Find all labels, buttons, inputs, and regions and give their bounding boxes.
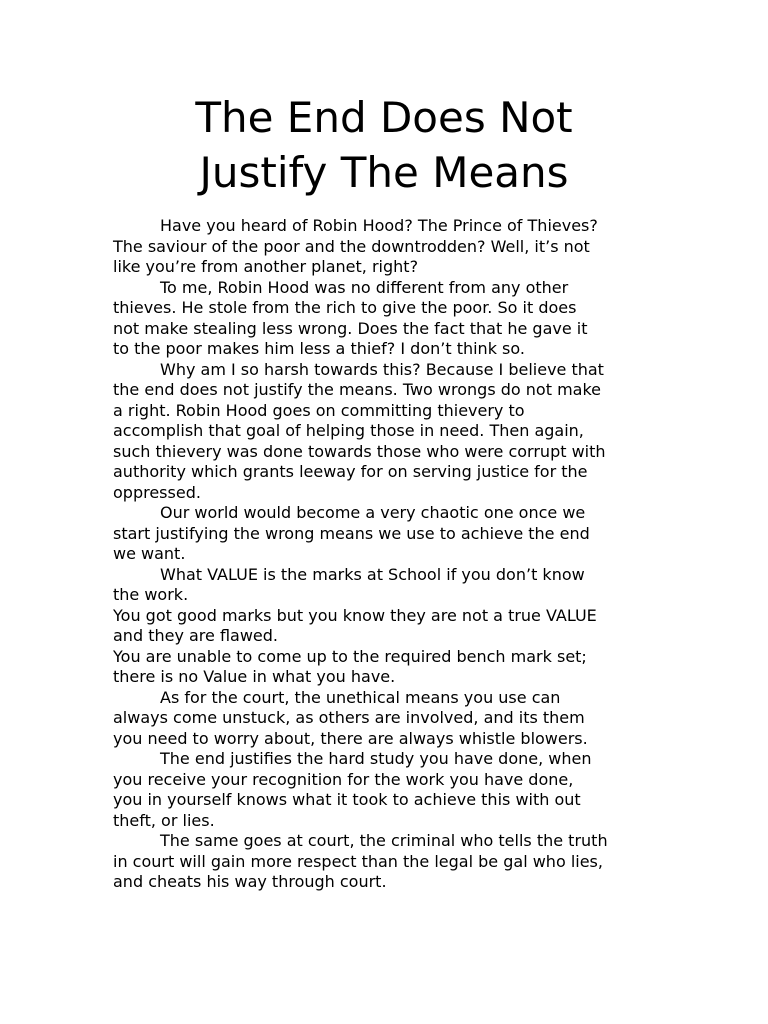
paragraph-line: Why am I so harsh towards this? Because I believe that (160, 359, 604, 379)
paragraph-line: Have you heard of Robin Hood? The Prince of Thieves? (160, 216, 598, 235)
paragraph (113, 565, 673, 606)
paragraph-line: the end does not justify the means. Two wrongs do not make (113, 380, 601, 399)
paragraph-line: You are unable to come up to the required bench mark set; (113, 646, 587, 666)
paragraph-line: The same goes at court, the criminal who tells the truth (160, 831, 608, 850)
paragraph (113, 278, 673, 360)
paragraph-line: oppressed. (113, 482, 201, 502)
paragraph-line: always come unstuck, as others are involved, and its them (113, 708, 585, 727)
paragraph-line: The end justifies the hard study you have done, when (160, 749, 592, 768)
paragraph (113, 216, 673, 278)
document-title-line: The End Does Not (195, 93, 573, 142)
paragraph-line: The saviour of the poor and the downtrodden? Well, it’s not (113, 236, 590, 256)
paragraph-line: As for the court, the unethical means you use can (160, 687, 561, 707)
paragraph (113, 606, 673, 647)
paragraph-line: the work. (113, 585, 189, 604)
paragraph-line: To me, Robin Hood was no different from any other (160, 277, 569, 297)
paragraph (113, 688, 673, 750)
paragraph-line: to the poor makes him less a thief? I don’t think so. (113, 339, 525, 358)
paragraph (113, 503, 673, 565)
paragraph-line: you in yourself knows what it took to achieve this with out (113, 790, 581, 809)
paragraph-line: a right. Robin Hood goes on committing thievery to (113, 400, 525, 420)
paragraph (113, 647, 673, 688)
paragraph-line: accomplish that goal of helping those in need. Then again, (113, 421, 584, 440)
paragraph (113, 360, 673, 504)
paragraph-line: authority which grants leeway for on serving justice for the (113, 462, 588, 481)
paragraph-line: Our world would become a very chaotic one once we (160, 503, 586, 522)
paragraph-line: you receive your recognition for the work you have done, (113, 769, 574, 789)
paragraph-line: in court will gain more respect than the legal be gal who lies, (113, 851, 603, 871)
paragraph-line: such thievery was done towards those who were corrupt with (113, 441, 606, 461)
paragraph-line: not make stealing less wrong. Does the fact that he gave it (113, 318, 588, 338)
paragraph-line: there is no Value in what you have. (113, 667, 396, 686)
paragraph-line: you need to worry about, there are always whistle blowers. (113, 728, 588, 748)
paragraph-line: and they are flawed. (113, 626, 279, 645)
paragraph-line: theft, or lies. (113, 810, 215, 830)
paragraph (113, 831, 673, 893)
paragraph-line: like you’re from another planet, right? (113, 257, 419, 276)
paragraph-line: You got good marks but you know they are not a true VALUE (113, 605, 597, 625)
paragraph-line: What VALUE is the marks at School if you don’t know (160, 564, 585, 584)
document-title-line: Justify The Means (199, 148, 569, 197)
paragraph-line: and cheats his way through court. (113, 872, 387, 891)
paragraph-line: we want. (113, 544, 186, 563)
document-body (113, 216, 673, 893)
paragraph-line: thieves. He stole from the rich to give the poor. So it does (113, 298, 577, 317)
paragraph-line: start justifying the wrong means we use to achieve the end (113, 523, 590, 543)
paragraph (113, 749, 673, 831)
document-title (0, 90, 768, 200)
